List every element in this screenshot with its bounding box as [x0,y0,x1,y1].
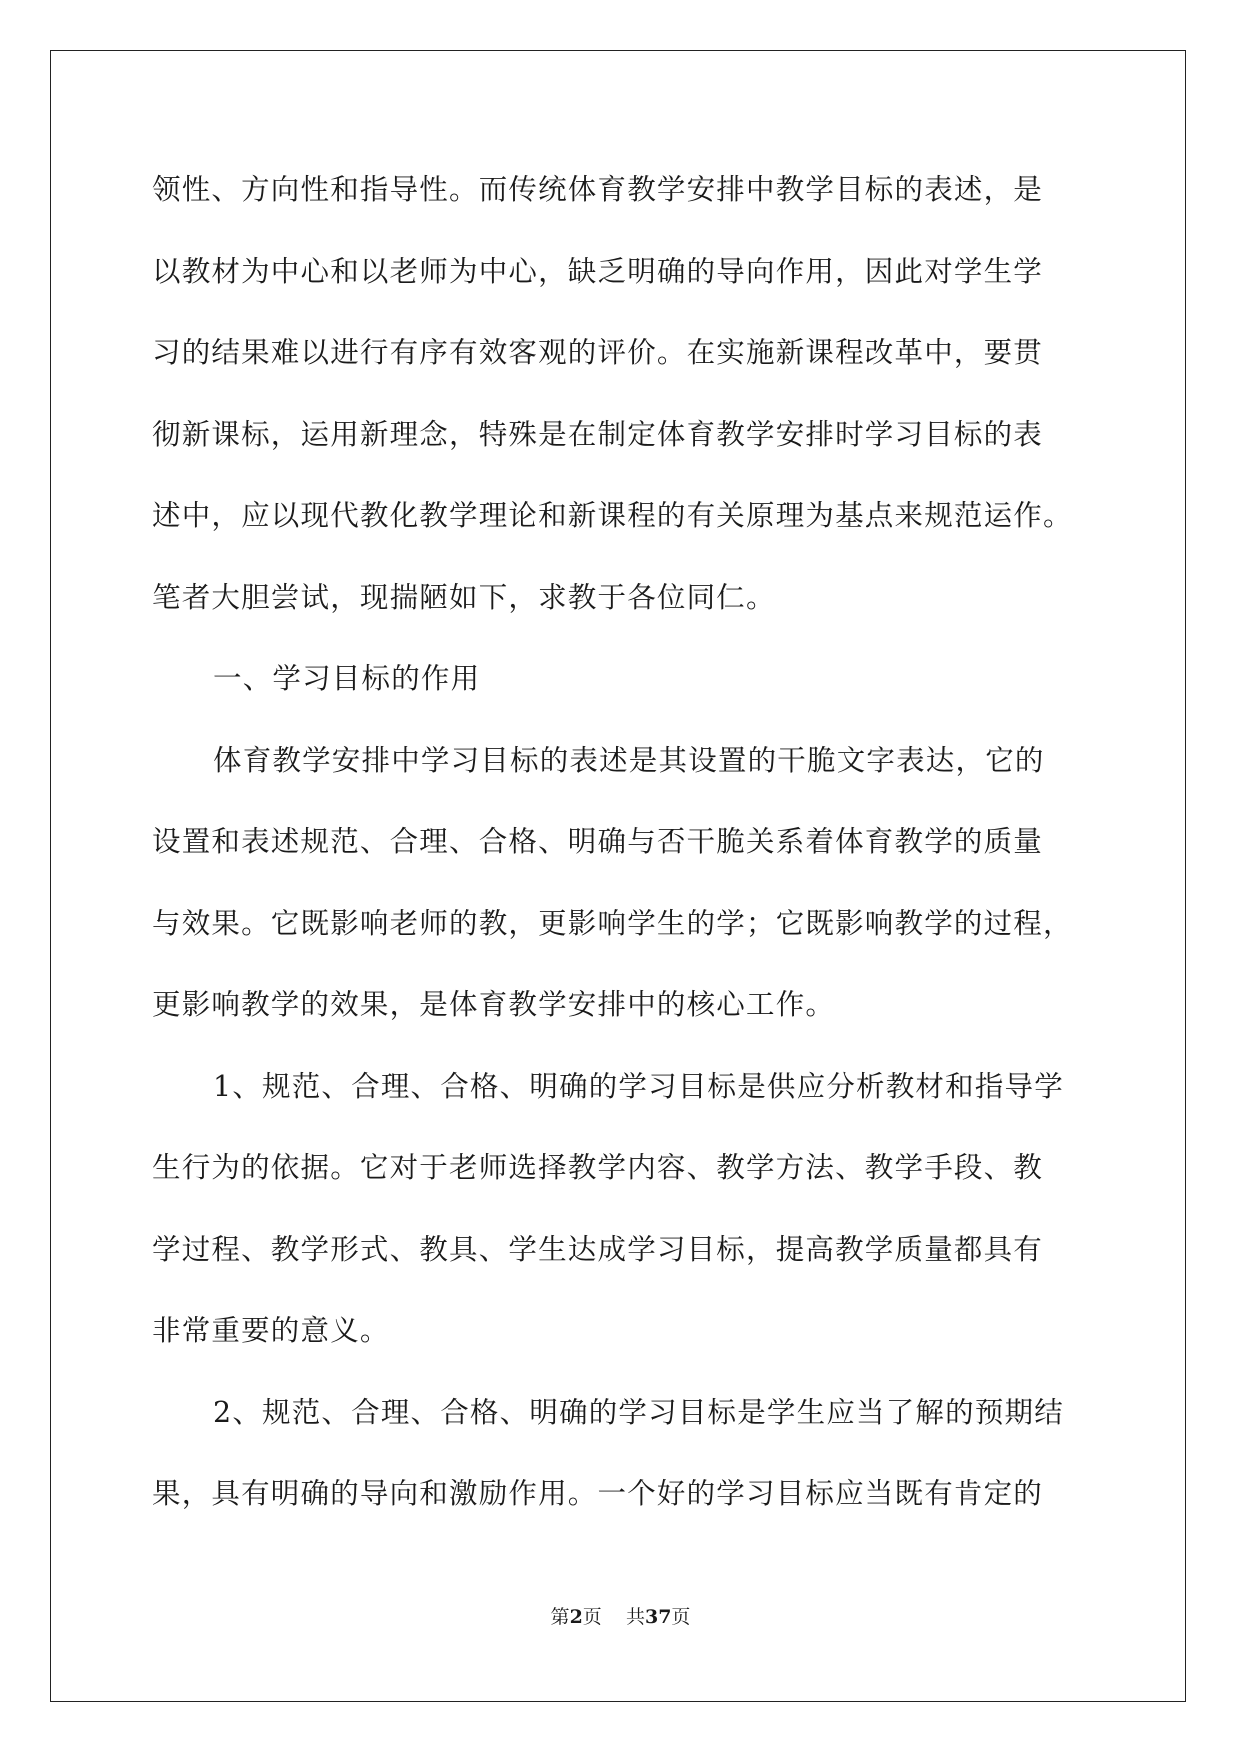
footer-prefix: 第 [550,1606,570,1628]
text-line: 笔者大胆尝试，现揣陋如下，求教于各位同仁。 [152,580,776,614]
page-footer [0,1605,1241,1629]
text-line: 领性、方向性和指导性。而传统体育教学安排中教学目标的表述，是 [152,173,1044,206]
text-line: 非常重要的意义。 [152,1314,390,1347]
text-line: 习的结果难以进行有序有效客观的评价。在实施新课程改革中，要贯 [152,336,1044,369]
total-pages-number: 37 [644,1606,672,1628]
footer-suffix: 页 [671,1606,691,1628]
text-line: 体育教学安排中学习目标的表述是其设置的干脆文字表达，它的 [213,743,1045,777]
text-line: 以教材为中心和以老师为中心，缺乏明确的导向作用，因此对学生学 [152,254,1044,288]
text-line: 更影响教学的效果，是体育教学安排中的核心工作。 [152,988,836,1021]
footer-middle: 页 共 [582,1606,645,1628]
document-body [152,160,1092,1546]
text-line: 生行为的依据。它对于老师选择教学内容、教学方法、教学手段、教 [152,1151,1044,1184]
text-line: 彻新课标，运用新理念，特殊是在制定体育教学安排时学习目标的表 [152,417,1044,451]
text-line: 一、学习目标的作用 [213,662,481,695]
text-line: 2、规范、合理、合格、明确的学习目标是学生应当了解的预期结 [213,1395,1064,1429]
text-line: 果，具有明确的导向和激励作用。一个好的学习目标应当既有肯定的 [152,1477,1044,1510]
text-line: 与效果。它既影响老师的教，更影响学生的学；它既影响教学的过程， [152,906,1073,940]
text-line: 设置和表述规范、合理、合格、明确与否干脆关系着体育教学的质量 [152,825,1044,858]
text-line: 学过程、教学形式、教具、学生达成学习目标，提高教学质量都具有 [152,1232,1044,1266]
text-line: 述中，应以现代教化教学理论和新课程的有关原理为基点来规范运作。 [152,499,1073,532]
text-line: 1、规范、合理、合格、明确的学习目标是供应分析教材和指导学 [213,1069,1064,1103]
current-page-number: 2 [569,1606,583,1628]
